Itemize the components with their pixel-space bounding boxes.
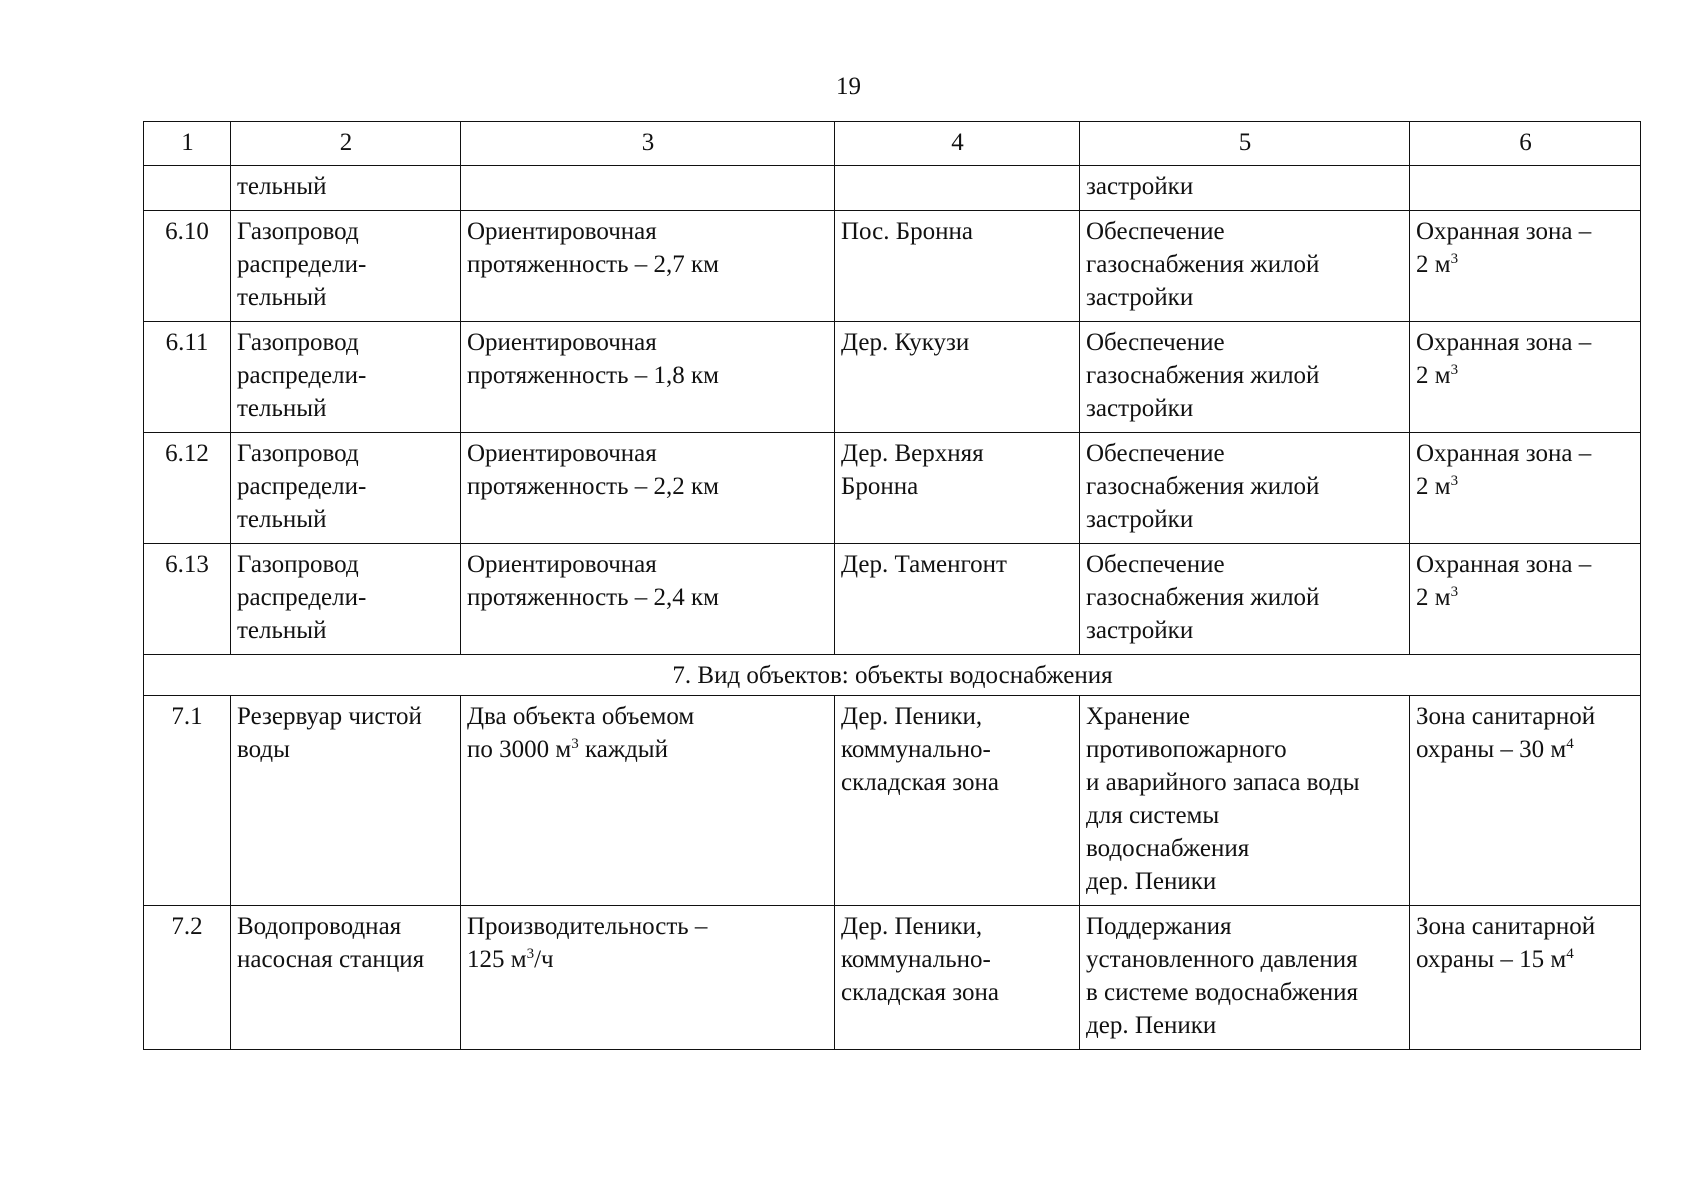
column-number: 6 bbox=[1410, 122, 1641, 166]
characteristics-suffix: /ч bbox=[534, 946, 554, 973]
page-number: 19 bbox=[836, 73, 861, 100]
table-cell bbox=[835, 166, 1080, 211]
zone-cell bbox=[1410, 433, 1641, 544]
object-name: Газопровод распредели- тельный bbox=[231, 544, 461, 655]
characteristics-text: Два объекта объемом по 3000 м bbox=[467, 703, 695, 763]
object-location: Дер. Кукузи bbox=[835, 322, 1080, 433]
column-number: 5 bbox=[1080, 122, 1410, 166]
object-location: Дер. Таменгонт bbox=[835, 544, 1080, 655]
object-purpose: Обеспечение газоснабжения жилой застройки bbox=[1080, 211, 1410, 322]
zone-superscript: 3 bbox=[1450, 251, 1459, 267]
object-location: Пос. Бронна bbox=[835, 211, 1080, 322]
row-number: 6.11 bbox=[144, 322, 231, 433]
object-characteristics: Ориентировочная протяженность – 2,7 км bbox=[461, 211, 835, 322]
zone-text: Охранная зона – 2 м bbox=[1416, 440, 1592, 500]
zone-superscript: 3 bbox=[1450, 362, 1459, 378]
zone-superscript: 3 bbox=[1450, 473, 1459, 489]
zone-cell bbox=[1410, 696, 1641, 906]
zone-cell bbox=[1410, 322, 1641, 433]
zone-superscript: 3 bbox=[1450, 584, 1459, 600]
table-cell bbox=[1410, 166, 1641, 211]
table-cell: застройки bbox=[1080, 166, 1410, 211]
object-characteristics: Ориентировочная протяженность – 2,4 км bbox=[461, 544, 835, 655]
continuation-row bbox=[144, 166, 1641, 211]
table-row bbox=[144, 544, 1641, 655]
zone-text: Зона санитарной охраны – 15 м bbox=[1416, 913, 1596, 973]
characteristics-superscript: 3 bbox=[526, 946, 535, 962]
zone-superscript: 4 bbox=[1566, 736, 1574, 752]
column-number: 1 bbox=[144, 122, 231, 166]
object-purpose: Обеспечение газоснабжения жилой застройки bbox=[1080, 544, 1410, 655]
characteristics-superscript: 3 bbox=[571, 736, 579, 752]
table-row bbox=[144, 322, 1641, 433]
object-purpose: Хранение противопожарного и аварийного запаса воды для системы водоснабжения дер. Пеники bbox=[1080, 696, 1410, 906]
object-characteristics bbox=[461, 696, 835, 906]
table-row bbox=[144, 696, 1641, 906]
object-characteristics bbox=[461, 906, 835, 1050]
row-number: 7.2 bbox=[144, 906, 231, 1050]
object-name: Газопровод распредели- тельный bbox=[231, 211, 461, 322]
zone-text: Охранная зона – 2 м bbox=[1416, 551, 1592, 611]
object-name: Резервуар чистой воды bbox=[231, 696, 461, 906]
characteristics-suffix: каждый bbox=[578, 736, 668, 763]
zone-cell bbox=[1410, 906, 1641, 1050]
object-purpose: Поддержания установленного давления в системе водоснабжения дер. Пеники bbox=[1080, 906, 1410, 1050]
row-number: 7.1 bbox=[144, 696, 231, 906]
table-cell bbox=[144, 166, 231, 211]
column-number: 3 bbox=[461, 122, 835, 166]
object-location: Дер. Пеники, коммунально- складская зона bbox=[835, 696, 1080, 906]
object-name: Водопроводная насосная станция bbox=[231, 906, 461, 1050]
column-number: 4 bbox=[835, 122, 1080, 166]
object-name: Газопровод распредели- тельный bbox=[231, 322, 461, 433]
object-name: Газопровод распредели- тельный bbox=[231, 433, 461, 544]
object-location: Дер. Верхняя Бронна bbox=[835, 433, 1080, 544]
row-number: 6.13 bbox=[144, 544, 231, 655]
column-number: 2 bbox=[231, 122, 461, 166]
table-row bbox=[144, 433, 1641, 544]
zone-superscript: 4 bbox=[1566, 946, 1574, 962]
zone-text: Охранная зона – 2 м bbox=[1416, 329, 1592, 389]
table-row bbox=[144, 211, 1641, 322]
row-number: 6.12 bbox=[144, 433, 231, 544]
zone-cell bbox=[1410, 211, 1641, 322]
objects-table bbox=[143, 121, 1641, 1050]
table-cell bbox=[461, 166, 835, 211]
object-characteristics: Ориентировочная протяженность – 2,2 км bbox=[461, 433, 835, 544]
zone-text: Зона санитарной охраны – 30 м bbox=[1416, 703, 1596, 763]
row-number: 6.10 bbox=[144, 211, 231, 322]
zone-cell bbox=[1410, 544, 1641, 655]
table-row bbox=[144, 906, 1641, 1050]
object-location: Дер. Пеники, коммунально- складская зона bbox=[835, 906, 1080, 1050]
object-characteristics: Ориентировочная протяженность – 1,8 км bbox=[461, 322, 835, 433]
object-purpose: Обеспечение газоснабжения жилой застройки bbox=[1080, 322, 1410, 433]
table-cell: тельный bbox=[231, 166, 461, 211]
column-number-row bbox=[144, 122, 1641, 166]
section-header-row bbox=[144, 655, 1641, 696]
object-purpose: Обеспечение газоснабжения жилой застройки bbox=[1080, 433, 1410, 544]
section-title: 7. Вид объектов: объекты водоснабжения bbox=[144, 655, 1641, 696]
zone-text: Охранная зона – 2 м bbox=[1416, 218, 1592, 278]
characteristics-text: Производительность – 125 м bbox=[467, 913, 708, 973]
